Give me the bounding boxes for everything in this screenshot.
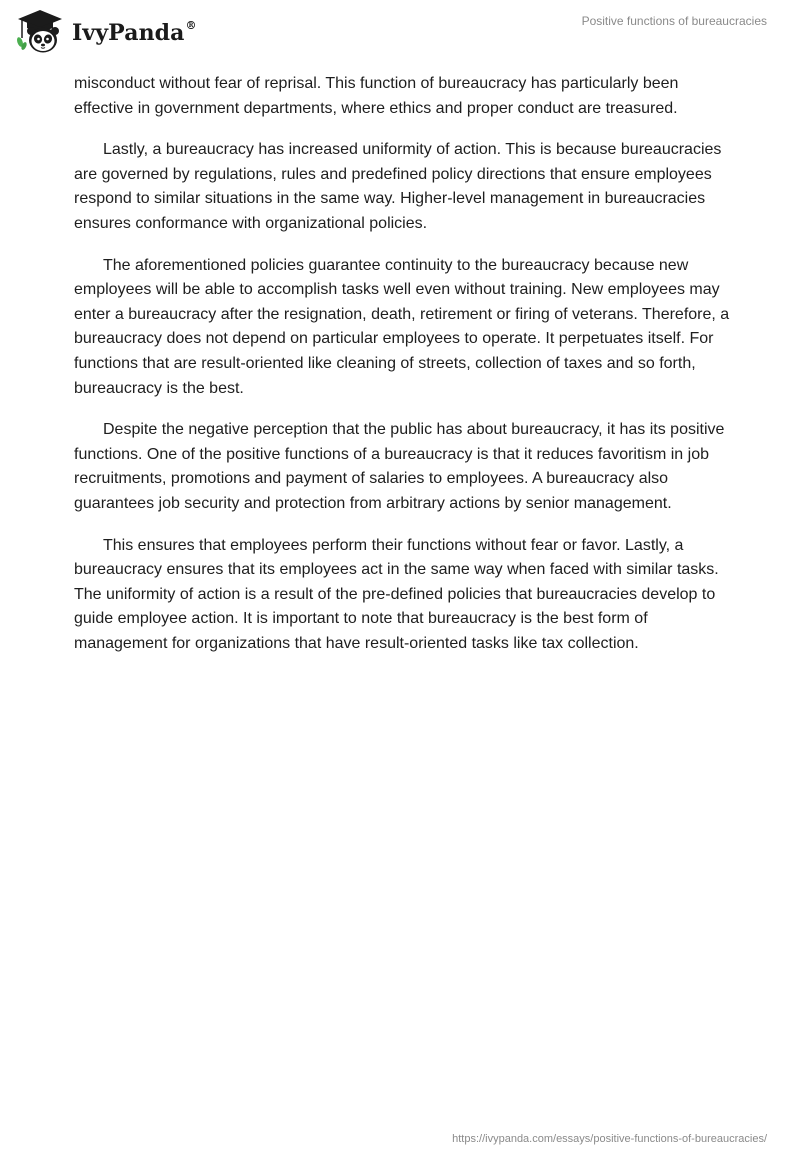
paragraph: The aforementioned policies guarantee continuity to the bureaucracy because new employees will be able to accomplish tasks well even without training. New employees may enter a bureaucracy after the resignation, death, retirement or firing of veterans. Therefore, a bureaucracy does not depend on particular employees to operate. It perpetuates itself. For functions that are result-oriented like cleaning of streets, collection of taxes and so forth, bureaucracy is the best. [74, 256, 730, 397]
panda-graduate-icon [14, 8, 66, 56]
running-title: Positive functions of bureaucracies [581, 14, 767, 28]
paragraph: Despite the negative perception that the public has about bureaucracy, it has its positive functions. One of the positive functions of a bureaucracy is that it reduces favoritism in job recruitments, promotions and payment of salaries to employees. A bureaucracy also guarantees job security and protection from arbitrary actions by senior management. [74, 421, 725, 512]
source-url[interactable]: https://ivypanda.com/essays/positive-functions-of-bureaucracies/ [452, 1133, 767, 1145]
paragraph: misconduct without fear of reprisal. This function of bureaucracy has particularly been effective in government departments, where ethics and proper conduct are treasured. [74, 75, 679, 117]
brand-name: IvyPanda® [72, 18, 197, 46]
paragraph: Lastly, a bureaucracy has increased uniformity of action. This is because bureaucracies are governed by regulations, rules and predefined policy directions that ensure employees respond to similar situations in the same way. Higher-level management in bureaucracies ensures conformance with organizational policies. [74, 141, 722, 232]
page-header [0, 0, 800, 64]
essay-body [74, 72, 734, 673]
paragraph: This ensures that employees perform their functions without fear or favor. Lastly, a bureaucracy ensures that its employees act in the same way when faced with similar tasks. The uniformity of action is a result of the pre-defined policies that bureaucracies develop to guide employee action. It is important to note that bureaucracy is the best form of management for organizations that have result-oriented tasks like tax collection. [74, 536, 719, 652]
ivypanda-logo[interactable] [14, 8, 197, 56]
